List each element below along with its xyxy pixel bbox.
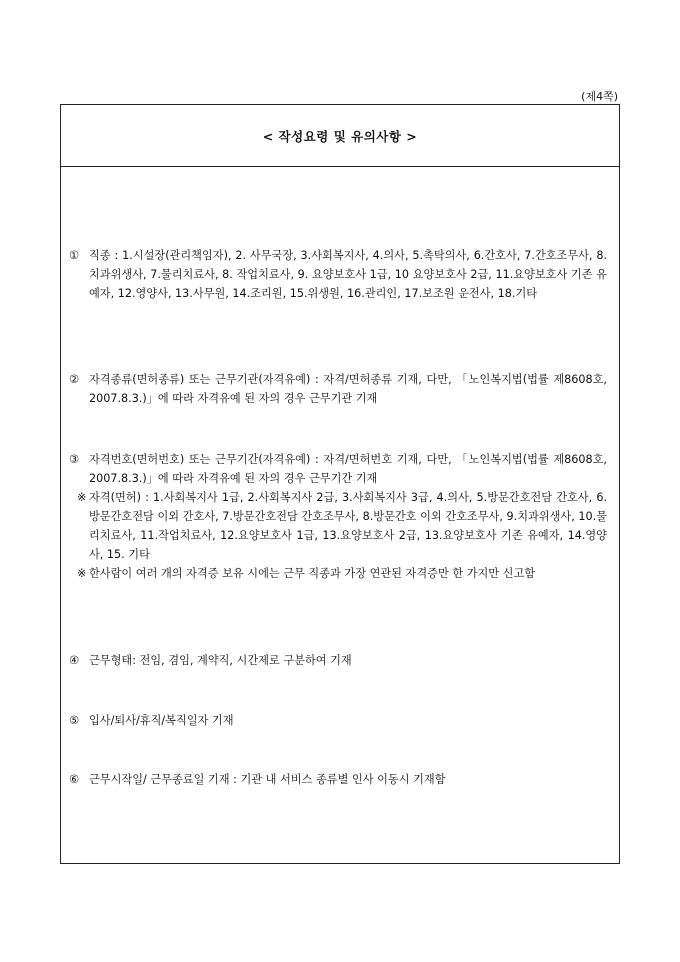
item-text: 입사/퇴사/휴직/복직일자 기재 [89,714,234,727]
instructions-body [61,167,619,863]
item-text: 근무시작일/ 근무종료일 기재 : 기관 내 서비스 종류별 인사 이동시 기재함 [89,773,446,786]
note-text: 한사람이 여러 개의 자격증 보유 시에는 근무 직종과 가장 연관된 자격증만 한 가지만 신고함 [89,567,536,580]
note-mark: ※ [77,567,87,580]
item-number: ⑤ [69,714,80,727]
item-text: 자격종류(면허종류) 또는 근무기관(자격유예) : 자격/면허종류 기재, 다만, 「노인복지법(법률 제8608호, 2007.8.3.)」에 따라 자격유예 된 자의 경우 근무기관 기재 [89,373,607,405]
instruction-item-license-type [69,370,607,408]
instruction-item-license-number [69,450,607,583]
note-mark: ※ [77,491,87,504]
instruction-item-work-type [69,651,607,670]
item-number: ① [69,249,80,262]
instruction-item-job-type [69,246,607,303]
instructions-box [60,104,620,864]
note-multiple-licenses [69,564,607,583]
instructions-title: < 작성요령 및 유의사항 > [262,128,418,144]
note-text: 자격(면허) : 1.사회복지사 1급, 2.사회복지사 2급, 3.사회복지사 3급, 4.의사, 5.방문간호전담 간호사, 6.방문간호전담 이외 간호사, 7.방문간호전담 간호조무사, 8.방문간호 이외 간호조무사, 9.치과위생사, 10.물리치료사, 11.작업치료사, 12.요양보호사 1급, 13.요양보호사 2급, 13.요양보호사 기존 유예자, 14.영양사, 15. 기타 [89,491,607,561]
note-license-list [69,488,607,564]
instruction-item-work-period [69,770,607,789]
item-number: ② [69,373,80,386]
item-number: ③ [69,453,80,466]
item-text: 직종 : 1.시설장(관리책임자), 2. 사무국장, 3.사회복지사, 4.의사, 5.촉탁의사, 6.간호사, 7.간호조무사, 8.치과위생사, 7.물리치료사, 8. 작업치료사, 9. 요양보호사 1급, 10 요양보호사 2급, 11.요양보호사 기존 유예자, 12.영양사, 13.사무원, 14.조리원, 15.위생원, 16.관리인, 17.보조원 운전사, 18.기타 [89,249,607,300]
item-number: ⑥ [69,773,80,786]
item-text: 자격번호(면허번호) 또는 근무기간(자격유예) : 자격/면허번호 기재, 다만, 「노인복지법(법률 제8608호, 2007.8.3.)」에 따라 자격유예 된 자의 경우 근무기간 기재 [89,453,607,485]
instruction-item-dates [69,711,607,730]
item-text: 근무형태: 전임, 겸임, 계약직, 시간제로 구분하여 기재 [89,654,352,667]
item-number: ④ [69,654,80,667]
page-number-label: (제4쪽) [581,90,618,103]
instructions-header [61,105,619,167]
